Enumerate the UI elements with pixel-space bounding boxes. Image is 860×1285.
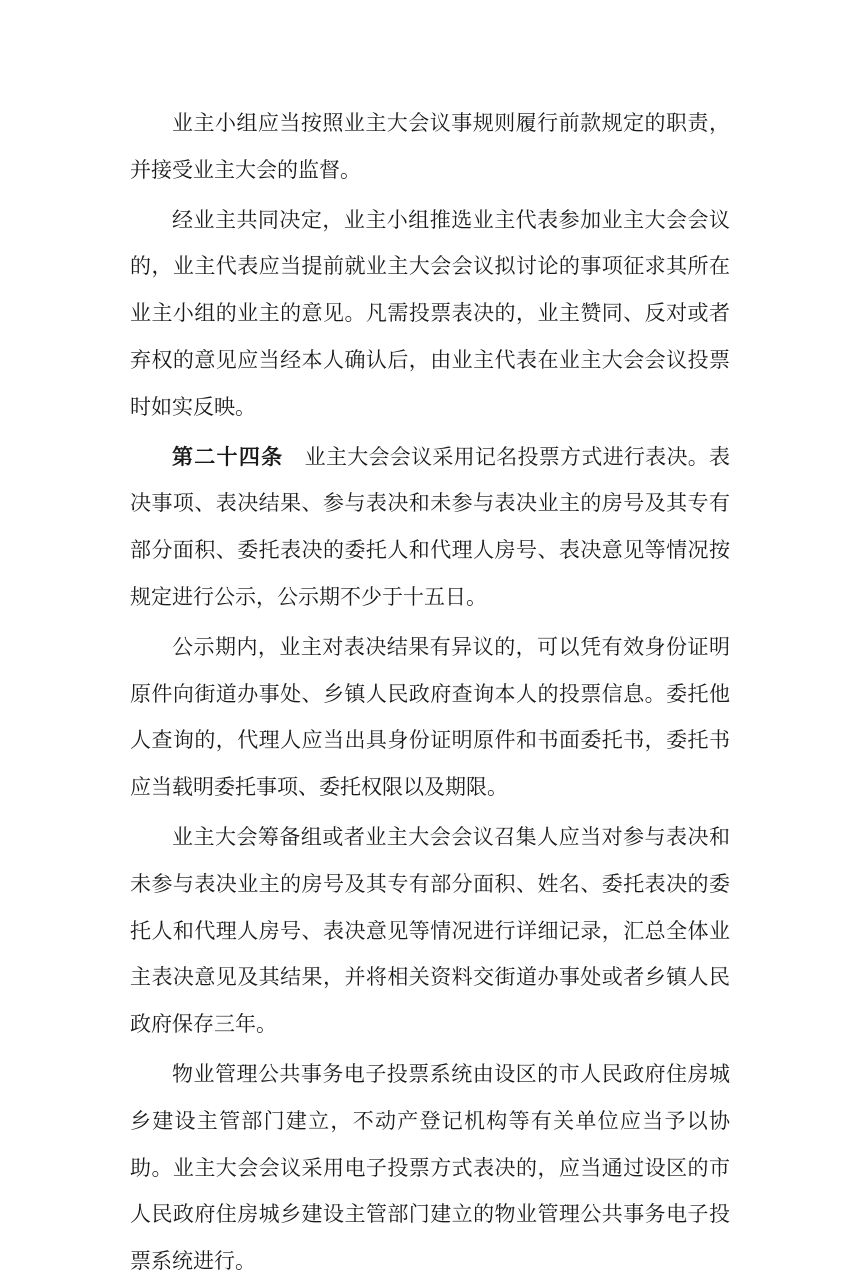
- paragraph-1: [130, 100, 730, 194]
- article-number: 第二十四条: [172, 443, 284, 469]
- document-body: [130, 100, 730, 1285]
- paragraph-2: [130, 197, 730, 431]
- paragraph-5: [130, 814, 730, 1048]
- paragraph-text: 业主小组应当按照业主大会议事规则履行前款规定的职责，并接受业主大会的监督。: [130, 111, 730, 182]
- paragraph-text: 业主大会会议采用记名投票方式进行表决。表决事项、表决结果、参与表决和未参与表决业主的房号及其专有部分面积、委托表决的委托人和代理人房号、表决意见等情况按规定进行公示，公示期不少于十五日。: [130, 444, 731, 609]
- paragraph-text: 物业管理公共事务电子投票系统由设区的市人民政府住房城乡建设主管部门建立，不动产登记机构等有关单位应当予以协助。业主大会会议采用电子投票方式表决的，应当通过设区的市人民政府住房城乡建设主管部门建立的物业管理公共事务电子投票系统进行。: [130, 1061, 730, 1274]
- article-24-paragraph: [130, 434, 730, 621]
- paragraph-6: [130, 1051, 730, 1285]
- paragraph-text: 公示期内，业主对表决结果有异议的，可以凭有效身份证明原件向街道办事处、乡镇人民政府查询本人的投票信息。委托他人查询的，代理人应当出具身份证明原件和书面委托书，委托书应当载明委托事项、委托权限以及期限。: [130, 634, 730, 800]
- paragraph-text: 经业主共同决定，业主小组推选业主代表参加业主大会会议的，业主代表应当提前就业主大会会议拟讨论的事项征求其所在业主小组的业主的意见。凡需投票表决的，业主赞同、反对或者弃权的意见应当经本人确认后，由业主代表在业主大会会议投票时如实反映。: [130, 207, 730, 419]
- paragraph-text: 业主大会筹备组或者业主大会会议召集人应当对参与表决和未参与表决业主的房号及其专有部分面积、姓名、委托表决的委托人和代理人房号、表决意见等情况进行详细记录，汇总全体业主表决意见及其结果，并将相关资料交街道办事处或者乡镇人民政府保存三年。: [130, 824, 730, 1037]
- paragraph-4: [130, 624, 730, 811]
